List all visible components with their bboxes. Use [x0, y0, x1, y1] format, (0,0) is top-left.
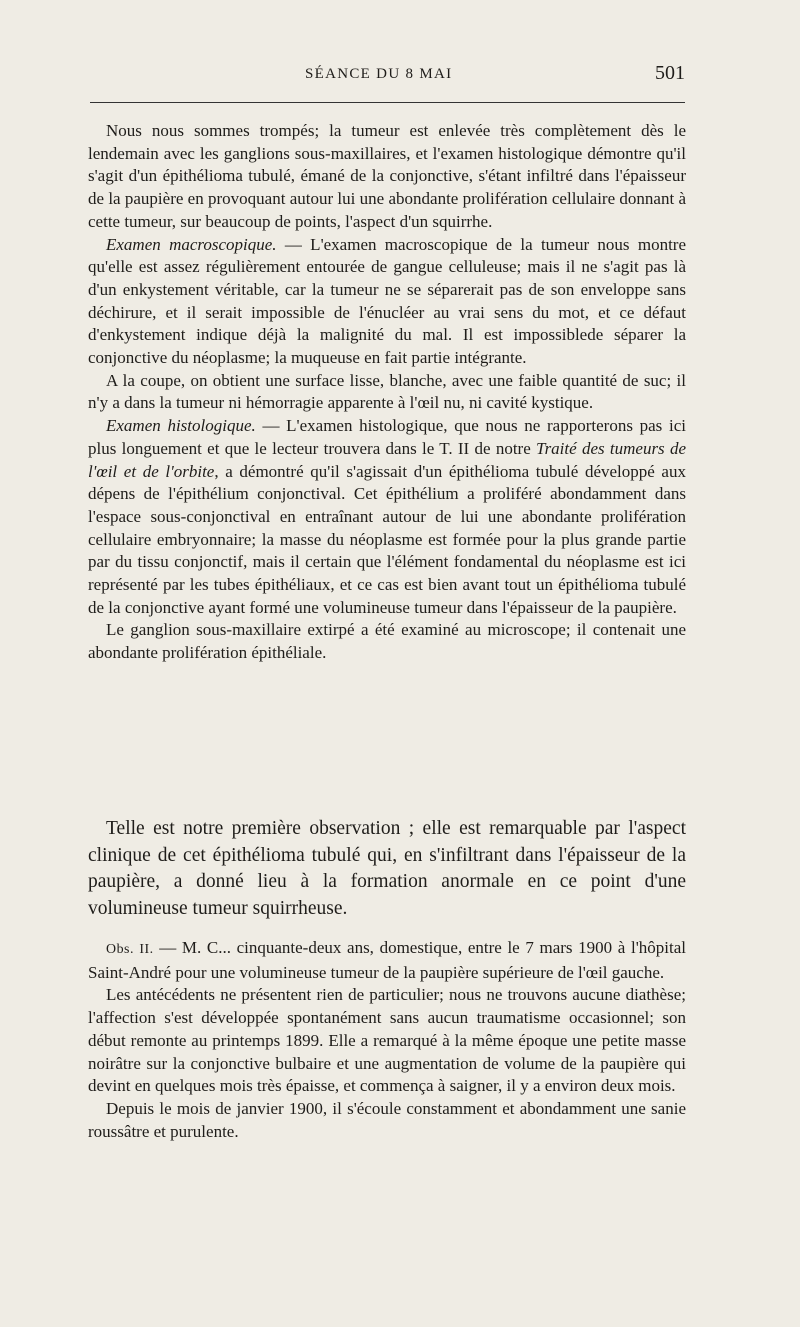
histologic-text-b: , a démontré qu'il s'agissait d'un épithélioma tubulé développé aux dépens de l'épithélium conjonctival. Cet épithélium a proliféré abondamment dans l'espace sous-conjonctival en entraînant autour de lui une abondante prolifération cellulaire embryonnaire; la masse du néoplasme est formée pour la plus grande partie par du tissu conjonctif, mais il certain que l'élément fondamental du néoplasme est ici représenté par les tubes épithéliaux, et ce cas est bien avant tout un épithélioma tubulé de la conjonctive ayant formé une volumineuse tumeur dans l'épaisseur de la paupière. [88, 461, 686, 617]
header-rule [90, 102, 685, 103]
body-text-observation-2 [88, 937, 686, 1143]
book-title-reference: Traité des tumeurs de l'œil et de l'orbite [88, 438, 687, 481]
paragraph-discharge: Depuis le mois de janvier 1900, il s'écoule constamment et abondamment une sanie roussâtre et purulente. [88, 1098, 686, 1141]
paragraph-ganglion: Le ganglion sous-maxillaire extirpé a été examiné au microscope; il contenait une abondante prolifération épithéliale. [88, 620, 686, 663]
paragraph-observation-2-intro [88, 937, 686, 984]
histologic-text-a: — L'examen histologique, que nous ne rapporterons pas ici plus longuement et que le lecteur trouvera dans le T. II de notre [88, 416, 686, 458]
paragraph-antecedents: Les antécédents ne présentent rien de particulier; nous ne trouvons aucune diathèse; l'affection s'est développée spontanément sans aucun traumatisme occasionnel; son début remonte au printemps 1899. Elle a remarqué à la même époque une petite masse noirâtre sur la conjonctive bulbaire et une augmentation de volume de la paupière qui devint en quelques mois très épaisse, et commença à saigner, il y a environ deux mois. [88, 985, 686, 1096]
heading-macroscopic: Examen macroscopique. [106, 234, 277, 254]
observation-2-text: — M. C... cinquante-deux ans, domestique, entre le 7 mars 1900 à l'hôpital Saint-André pour une volumineuse tumeur de la paupière supérieure de l'œil gauche. [88, 938, 686, 982]
paragraph-histologic-exam [88, 415, 686, 619]
macroscopic-text: — L'examen macroscopique de la tumeur nous montre qu'elle est assez régulièrement entourée de gangue celluleuse; mais il ne s'agit pas là d'un enkystement véritable, car la tumeur ne se séparerait pas de son enveloppe sans déchirure, et il serait impossible de l'énucléer au vrai sens du mot, et ce défaut d'enkystement indique déjà la malignité du mal. Il est impossiblede séparer la conjonctive du néoplasme; la muqueuse en fait partie intégrante. [88, 234, 686, 368]
body-text-top [88, 120, 686, 665]
paragraph-tumour-removal: Nous nous sommes trompés; la tumeur est enlevée très complètement dès le lendemain avec les ganglions sous-maxillaires, et l'examen histologique démontre qu'il s'agit d'un épithélioma tubulé, émané de la conjonctive, s'étant infiltré dans l'épaisseur de la paupière en provoquant autour lui une abondante prolifération cellulaire donnant à cette tumeur, sur beaucoup de points, l'aspect d'un squirrhe. [88, 121, 686, 231]
paragraph-macroscopic-exam [88, 234, 686, 370]
paragraph-section-cut: A la coupe, on obtient une surface lisse, blanche, avec une faible quantité de suc; il n'y a dans la tumeur ni hémorragie apparente à l'œil nu, ni cavité kystique. [88, 370, 686, 413]
page-header [90, 60, 685, 90]
body-text-conclusion [88, 816, 686, 923]
page-number: 501 [655, 62, 685, 84]
observation-label: Obs. II. [106, 942, 154, 957]
running-title: SÉANCE DU 8 MAI [305, 66, 453, 82]
heading-histologic: Examen histologique. [106, 416, 256, 436]
paragraph-first-observation-summary: Telle est notre première observation ; elle est remarquable par l'aspect clinique de cet épithélioma tubulé qui, en s'infiltrant dans l'épaisseur de la paupière, a donné lieu à la formation anormale en ce point d'une volumineuse tumeur squirrheuse. [88, 818, 686, 920]
